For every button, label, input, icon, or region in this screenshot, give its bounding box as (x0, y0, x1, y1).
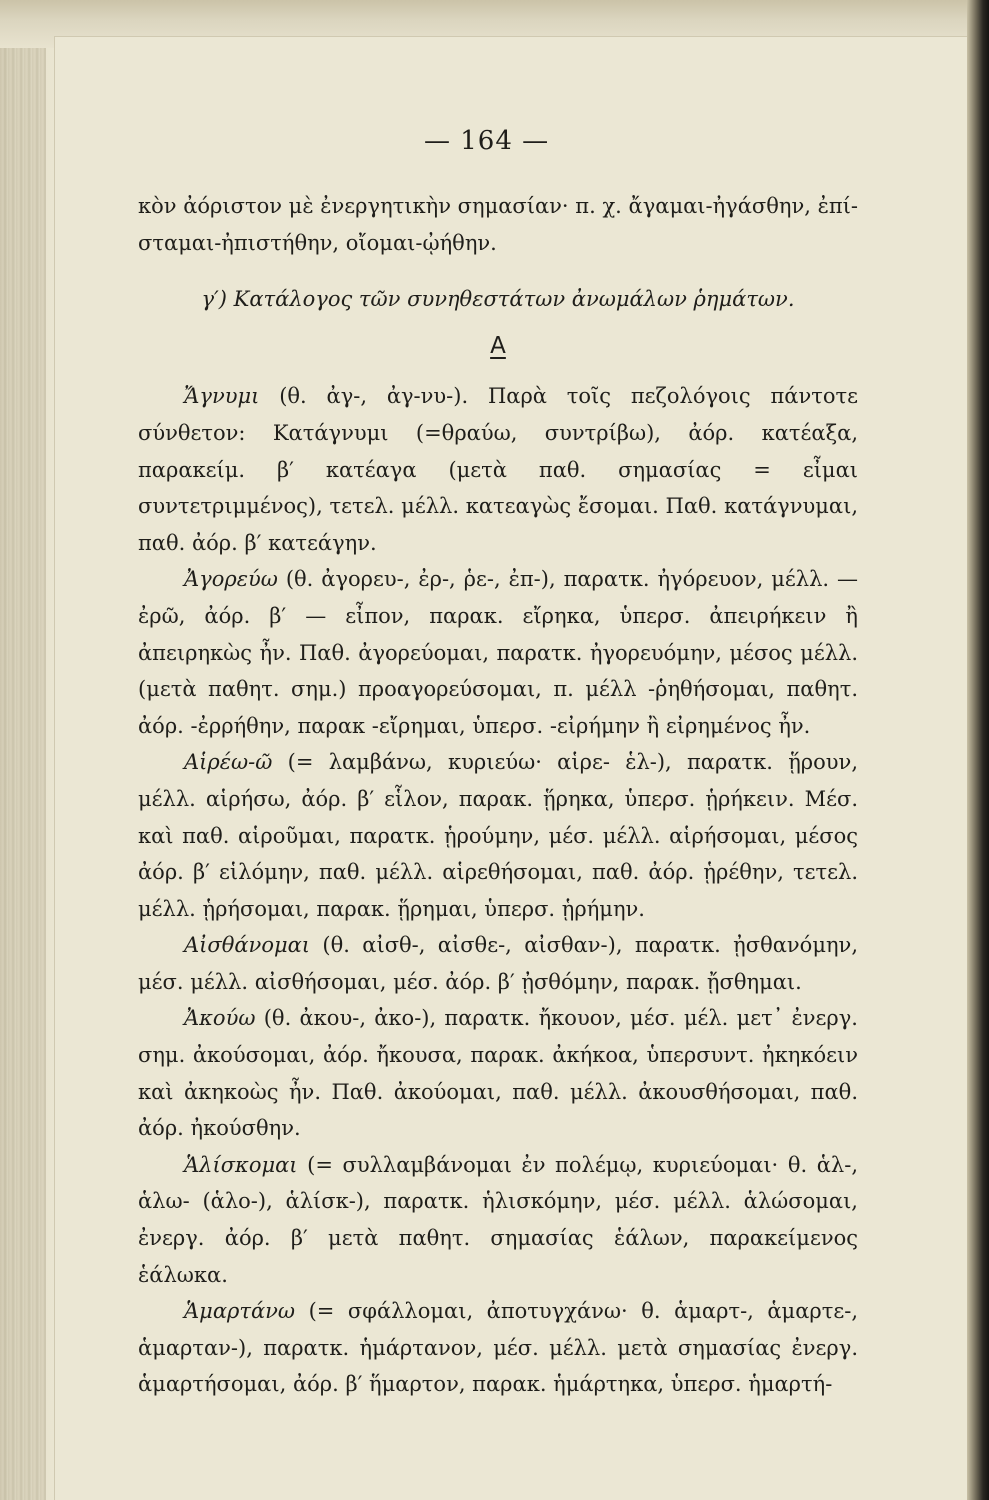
entry-body: (θ. ἀγορευ-, ἐρ-, ῥε-, ἐπ-), παρατκ. ἠγόρευον, μέλλ. —ἐρῶ, ἀόρ. β′ — εἶπον, παρακ. εἴρηκα, ὑπερσ. ἀπειρήκειν ἢ ἀπειρηκὼς ἦν. Παθ. ἀγορεύομαι, παρατκ. ἠγορευόμην, μέσος μέλλ. (μετὰ παθητ. σημ.) προαγορεύσομαι, π. μέλλ -ῥηθήσομαι, παθητ. ἀόρ. -ἐρρήθην, παρακ -εἴρημαι, ὑπερσ. -εἰρήμην ἢ εἰρημένος ἦν. (138, 567, 858, 738)
section-title: γ′) Κατάλογος τῶν συνηθεστάτων ἀνωμάλων ῥημάτων. (201, 287, 795, 312)
intro-paragraph: κὸν ἀόριστον μὲ ἐνεργητικὴν σημασίαν· π. χ. ἄγαμαι-ἠγάσθην, ἐπί-σταμαι-ἠπιστήθην, οἴομαι-ᾠήθην. (138, 194, 858, 255)
entry-headword: Ἁλίσκομαι (184, 1152, 298, 1177)
entry-body: (θ. ἀκου-, ἀκο-), παρατκ. ἤκουον, μέσ. μέλ. μετ᾽ ἐνεργ. σημ. ἀκούσομαι, ἀόρ. ἤκουσα, παρακ. ἀκήκοα, ὑπερσυντ. ἠκηκόειν καὶ ἀκηκοὼς ἦν. Παθ. ἀκούομαι, παθ. μέλλ. ἀκουσθήσομαι, παθ. ἀόρ. ἠκούσθην. (138, 1006, 858, 1141)
entry-hamartano (138, 1293, 858, 1403)
entry-body: (= συλλαμβάνομαι ἐν πολέμῳ, κυριεύομαι· θ. ἁλ-, ἁλω- (ἁλο-), ἁλίσκ-), παρατκ. ἡλισκόμην, μέσ. μέλλ. ἁλώσομαι, ἐνεργ. ἀόρ. β′ μετὰ παθητ. σημασίας ἑάλων, παρακείμενος ἑάλωκα. (138, 1152, 858, 1287)
entry-aisthanomai (138, 927, 858, 1000)
entry-headword: Ἀγορεύω (184, 567, 278, 592)
entry-akouo (138, 1000, 858, 1146)
entry-agoreuo (138, 561, 858, 744)
entry-agnymi (138, 378, 858, 561)
binding-shadow (967, 0, 989, 1500)
entry-haliskomai (138, 1147, 858, 1293)
entry-body: (= σφάλλομαι, ἀποτυγχάνω· θ. ἁμαρτ-, ἁμαρτε-, ἁμαρταν-), παρατκ. ἡμάρτανον, μέσ. μέλλ. μετὰ σημασίας ἐνεργ. ἁμαρτήσομαι, ἀόρ. β′ ἥμαρτον, παρακ. ἡμάρτηκα, ὑπερσ. ἡμαρτή- (138, 1299, 858, 1397)
entry-headword: Ἀκούω (184, 1006, 256, 1031)
entry-headword: Ἄγνυμι (184, 384, 260, 409)
entry-body: (θ. ἀγ-, ἀγ-νυ-). Παρὰ τοῖς πεζολόγοις πάντοτε σύνθετον: Κατάγνυμι (=θραύω, συντρίβω), ἀόρ. κατέαξα, παρακείμ. β′ κατέαγα (μετὰ παθ. σημασίας = εἶμαι συντετριμμένος), τετελ. μέλλ. κατεαγὼς ἔσομαι. Παθ. κατάγνυμαι, παθ. ἀόρ. β′ κατεάγην. (138, 384, 858, 555)
entry-body: (= λαμβάνω, κυριεύω· αἱρε- ἑλ-), παρατκ. ᾕρουν, μέλλ. αἱρήσω, ἀόρ. β′ εἷλον, παρακ. ᾕρηκα, ὑπερσ. ᾑρήκειν. Μέσ. καὶ παθ. αἱροῦμαι, παρατκ. ᾑρούμην, μέσ. μέλλ. αἱρήσομαι, μέσος ἀόρ. β′ εἱλόμην, παθ. μέλλ. αἱρεθήσομαι, παθ. ἀόρ. ᾑρέθην, τετελ. μέλλ. ᾑρήσομαι, παρακ. ᾕρημαι, ὑπερσ. ᾑρήμην. (138, 750, 858, 921)
entry-headword: Αἱρέω-ῶ (184, 750, 273, 775)
entry-headword: Αἰσθάνομαι (184, 933, 311, 958)
entry-headword: Ἁμαρτάνω (184, 1299, 296, 1324)
page-number: — 164 — (424, 126, 550, 156)
left-page-edges (0, 0, 46, 1500)
letter-heading: Α (490, 332, 506, 359)
entry-haireo (138, 744, 858, 927)
entry-body: (θ. αἰσθ-, αἰσθε-, αἰσθαν-), παρατκ. ᾐσθανόμην, μέσ. μέλλ. αἰσθήσομαι, μέσ. ἀόρ. β′ ᾐσθόμην, παρακ. ᾔσθημαι. (138, 933, 858, 994)
page-text (138, 188, 858, 1403)
